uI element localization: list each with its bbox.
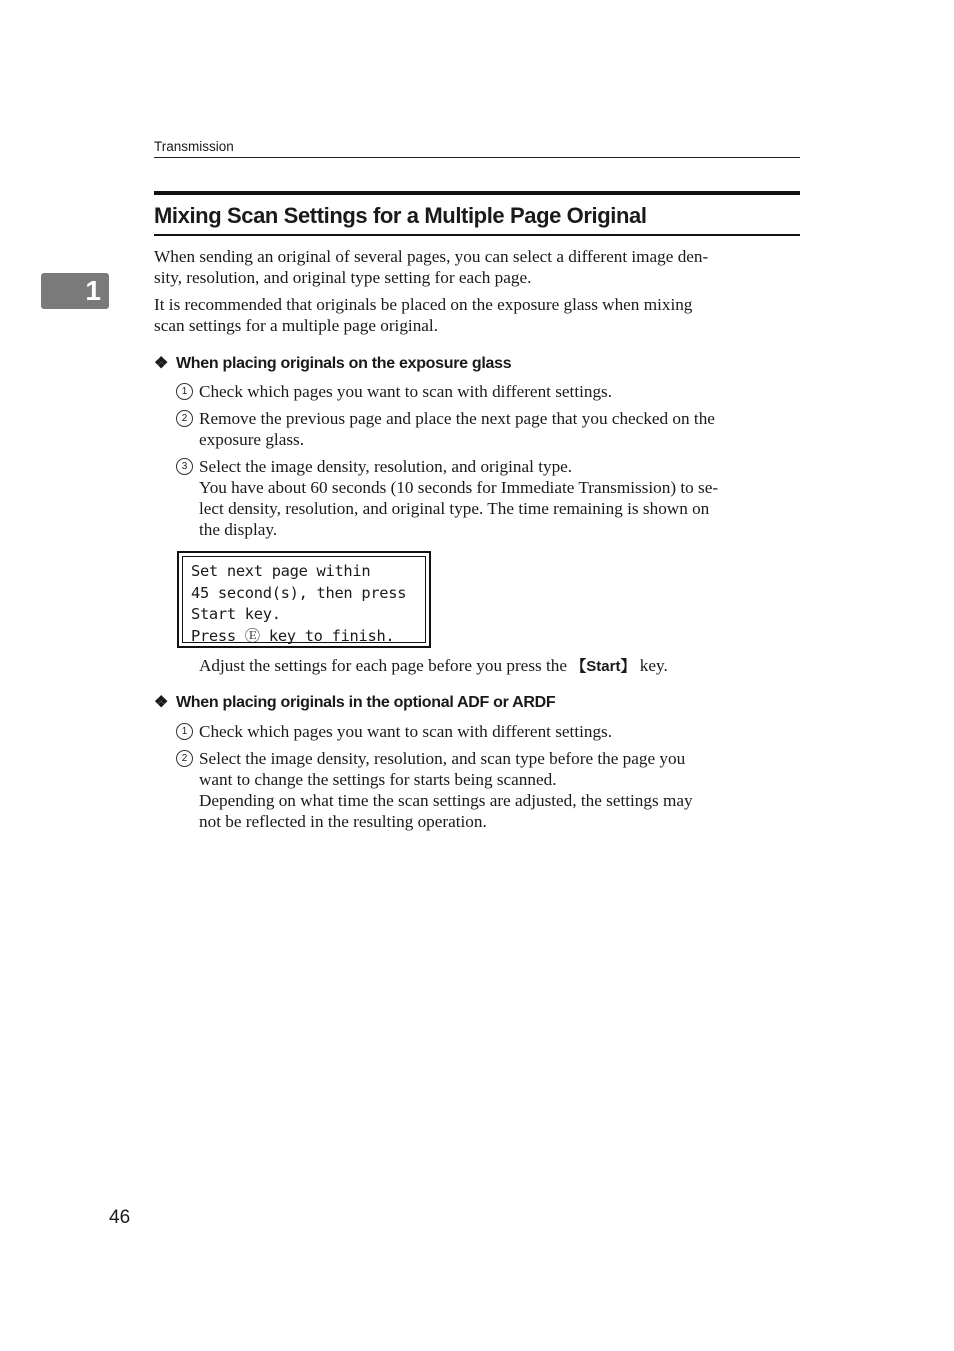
lcd-line: Start key. <box>191 605 281 623</box>
step-text: want to change the settings for starts being scanned. <box>199 770 557 789</box>
step-text: lect density, resolution, and original type. The time remaining is shown on <box>199 499 710 518</box>
step-text: You have about 60 seconds (10 seconds for Immediate Transmission) to se- <box>199 478 719 497</box>
chapter-tab: 1 <box>41 273 109 309</box>
step-number-icon: 3 <box>176 458 193 475</box>
lcd-line: Press Ⓔ key to finish. <box>191 626 395 645</box>
step-text: Depending on what time the scan settings are adjusted, the settings may <box>199 791 693 810</box>
glass-heading <box>154 353 511 373</box>
adf-heading <box>154 692 555 712</box>
glass-step-1 <box>176 381 800 402</box>
step-number-icon: 2 <box>176 410 193 427</box>
step-number-icon: 2 <box>176 750 193 767</box>
glass-step-2 <box>176 408 800 450</box>
lcd-display <box>177 551 431 648</box>
step-number-icon: 1 <box>176 383 193 400</box>
lcd-line: 45 second(s), then press <box>191 583 407 602</box>
step-text: exposure glass. <box>199 430 305 449</box>
step-text: Check which pages you want to scan with different settings. <box>199 382 613 401</box>
adf-heading-text: When placing originals in the optional ADF or ARDF <box>176 694 556 711</box>
intro-line: When sending an original of several pages, you can select a different image den- <box>154 247 709 266</box>
adf-step-2 <box>176 748 800 832</box>
step-number-icon: 1 <box>176 723 193 740</box>
step-text: Select the image density, resolution, and original type. <box>199 457 573 476</box>
intro-line: scan settings for a multiple page original. <box>154 316 438 335</box>
note-text: key. <box>635 656 668 675</box>
diamond-bullet-icon: ❖ <box>154 694 169 711</box>
note-text: Adjust the settings for each page before you press the <box>199 656 572 675</box>
page-number: 46 <box>109 1207 131 1228</box>
step-text: the display. <box>199 520 278 539</box>
intro-line: sity, resolution, and original type setting for each page. <box>154 268 532 287</box>
step-text: not be reflected in the resulting operation. <box>199 812 487 831</box>
intro-paragraph-1 <box>154 246 800 288</box>
start-key-label: 【Start】 <box>571 658 636 675</box>
step-text: Select the image density, resolution, and scan type before the page you <box>199 749 686 768</box>
after-display-note <box>199 655 800 677</box>
glass-step-3 <box>176 456 800 540</box>
adf-step-1 <box>176 721 800 742</box>
intro-paragraph-2 <box>154 294 800 336</box>
running-header: Transmission <box>154 139 800 158</box>
step-text: Remove the previous page and place the next page that you checked on the <box>199 409 715 428</box>
intro-line: It is recommended that originals be placed on the exposure glass when mixing <box>154 295 693 314</box>
step-text: Check which pages you want to scan with different settings. <box>199 722 613 741</box>
section-title: Mixing Scan Settings for a Multiple Page Original <box>154 191 800 236</box>
lcd-screen <box>182 556 426 643</box>
diamond-bullet-icon: ❖ <box>154 355 169 372</box>
glass-heading-text: When placing originals on the exposure glass <box>176 355 512 372</box>
lcd-line: Set next page within <box>191 562 371 580</box>
